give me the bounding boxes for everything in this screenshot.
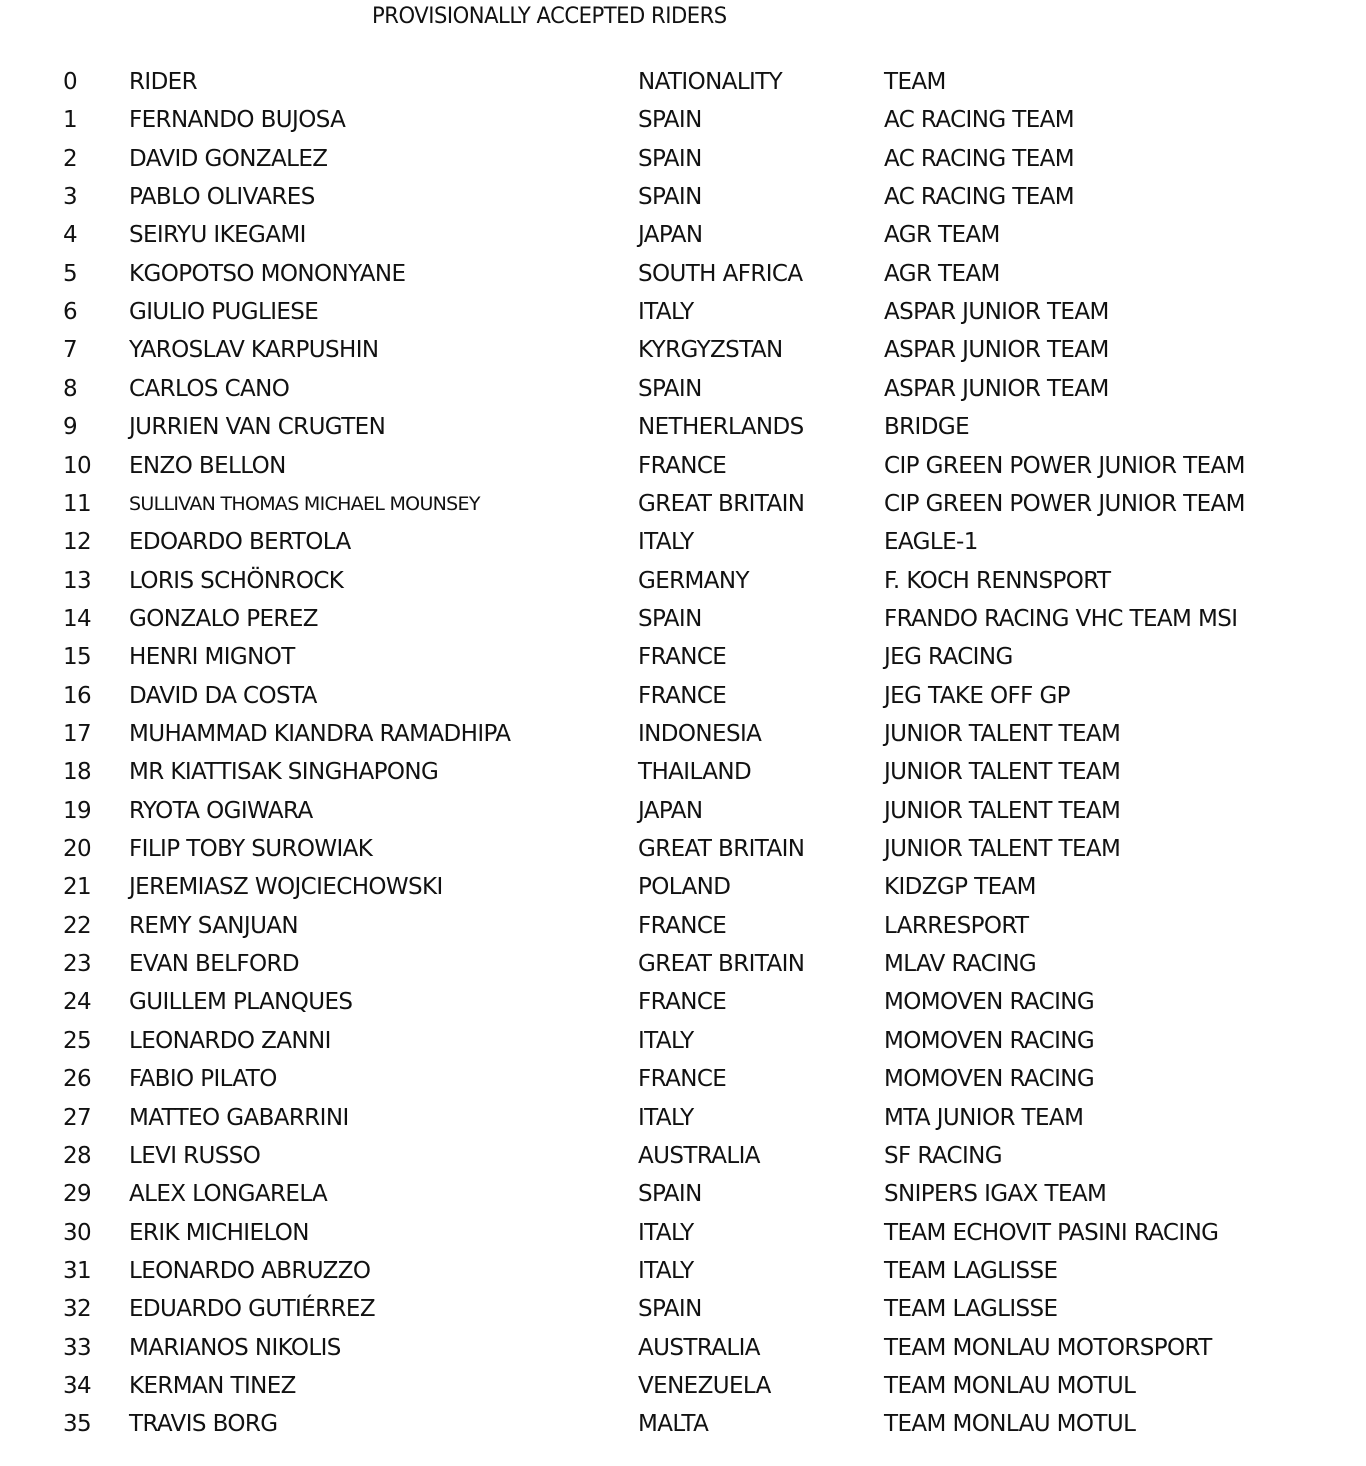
rider-nationality: AUSTRALIA [638, 1142, 760, 1169]
rider-name: EVAN BELFORD [129, 951, 299, 978]
rider-number: 30 [63, 1219, 92, 1246]
rider-name: ENZO BELLON [129, 452, 286, 479]
header-num: 0 [63, 69, 78, 95]
table-row [0, 1290, 1366, 1328]
rider-name: ERIK MICHIELON [129, 1219, 309, 1246]
rider-nationality: ITALY [638, 1104, 694, 1131]
rider-name: MR KIATTISAK SINGHAPONG [129, 759, 439, 786]
rider-name: MARIANOS NIKOLIS [129, 1334, 341, 1361]
rider-name: GONZALO PEREZ [129, 605, 318, 632]
rider-nationality: SOUTH AFRICA [638, 260, 803, 287]
table-row [0, 216, 1366, 254]
table-row [0, 447, 1366, 485]
rider-team: BRIDGE [884, 414, 970, 441]
rider-number: 13 [63, 567, 92, 594]
rider-number: 20 [63, 836, 92, 862]
table-row [0, 907, 1366, 945]
rider-name: JEREMIASZ WOJCIECHOWSKI [129, 874, 443, 901]
rider-number: 29 [63, 1181, 92, 1208]
rider-name: CARLOS CANO [129, 375, 290, 402]
rider-number: 14 [63, 605, 92, 632]
rider-team: JUNIOR TALENT TEAM [884, 836, 1121, 862]
rider-name: FABIO PILATO [129, 1066, 277, 1093]
rider-nationality: THAILAND [638, 759, 752, 786]
rider-nationality: SPAIN [638, 375, 702, 402]
rider-number: 24 [63, 989, 92, 1016]
rider-team: CIP GREEN POWER JUNIOR TEAM [884, 490, 1245, 517]
rider-name: REMY SANJUAN [129, 912, 299, 939]
rider-name: MATTEO GABARRINI [129, 1104, 349, 1131]
rider-name: RYOTA OGIWARA [129, 797, 313, 824]
rider-team: AC RACING TEAM [884, 145, 1075, 172]
rider-name: LEVI RUSSO [129, 1142, 261, 1169]
rider-number: 6 [63, 299, 78, 326]
rider-team: MOMOVEN RACING [884, 1066, 1095, 1093]
table-row [0, 1252, 1366, 1290]
rider-team: AGR TEAM [884, 222, 1000, 249]
rider-nationality: FRANCE [638, 452, 727, 479]
rider-team: TEAM MONLAU MOTORSPORT [884, 1334, 1212, 1361]
rider-name: ALEX LONGARELA [129, 1181, 328, 1208]
table-row [0, 1367, 1366, 1405]
rider-nationality: FRANCE [638, 989, 727, 1016]
rider-team: ASPAR JUNIOR TEAM [884, 375, 1109, 402]
rider-nationality: AUSTRALIA [638, 1334, 760, 1361]
rider-team: F. KOCH RENNSPORT [884, 567, 1111, 594]
rider-team: CIP GREEN POWER JUNIOR TEAM [884, 452, 1245, 479]
rider-number: 9 [63, 414, 78, 441]
rider-nationality: INDONESIA [638, 721, 762, 747]
table-row [0, 792, 1366, 830]
rider-name: DAVID GONZALEZ [129, 145, 328, 172]
rider-number: 19 [63, 797, 92, 824]
rider-number: 8 [63, 375, 78, 402]
rider-number: 26 [63, 1066, 92, 1093]
rider-name: SULLIVAN THOMAS MICHAEL MOUNSEY [129, 492, 480, 515]
rider-team: LARRESPORT [884, 912, 1029, 939]
rider-team: TEAM LAGLISSE [884, 1257, 1058, 1284]
rider-nationality: ITALY [638, 1257, 694, 1284]
rider-name: JURRIEN VAN CRUGTEN [129, 414, 386, 441]
rider-nationality: SPAIN [638, 605, 702, 632]
rider-team: SNIPERS IGAX TEAM [884, 1181, 1107, 1208]
rider-nationality: GERMANY [638, 567, 749, 594]
rider-name: HENRI MIGNOT [129, 644, 295, 671]
table-row [0, 523, 1366, 561]
table-row [0, 178, 1366, 216]
rider-number: 35 [63, 1411, 92, 1438]
table-row [0, 1405, 1366, 1443]
rider-number: 25 [63, 1027, 92, 1054]
rider-nationality: ITALY [638, 299, 694, 326]
rider-number: 22 [63, 912, 92, 939]
rider-number: 16 [63, 682, 92, 709]
rider-number: 23 [63, 951, 92, 978]
rider-nationality: POLAND [638, 874, 731, 901]
header-rider: RIDER [129, 69, 197, 95]
table-row [0, 293, 1366, 331]
rider-team: JUNIOR TALENT TEAM [884, 759, 1121, 786]
rider-name: KERMAN TINEZ [129, 1372, 296, 1399]
rider-nationality: FRANCE [638, 682, 727, 709]
rider-nationality: ITALY [638, 1219, 694, 1246]
rider-team: TEAM MONLAU MOTUL [884, 1372, 1136, 1399]
table-row [0, 255, 1366, 293]
rider-team: JEG RACING [884, 644, 1013, 671]
rider-name: SEIRYU IKEGAMI [129, 222, 306, 249]
rider-name: FILIP TOBY SUROWIAK [129, 836, 373, 862]
table-row [0, 1175, 1366, 1213]
rider-nationality: SPAIN [638, 107, 702, 134]
rider-team: ASPAR JUNIOR TEAM [884, 299, 1109, 326]
rider-number: 28 [63, 1142, 92, 1169]
rider-number: 1 [63, 107, 78, 134]
table-row [0, 485, 1366, 523]
rider-nationality: SPAIN [638, 145, 702, 172]
table-row [0, 945, 1366, 983]
rider-nationality: GREAT BRITAIN [638, 836, 805, 862]
rider-number: 11 [63, 490, 92, 517]
rider-name: GUILLEM PLANQUES [129, 989, 353, 1016]
table-row [0, 715, 1366, 753]
rider-nationality: SPAIN [638, 184, 702, 211]
rider-number: 17 [63, 721, 92, 747]
rider-nationality: VENEZUELA [638, 1372, 771, 1399]
rider-number: 3 [63, 184, 78, 211]
rider-name: TRAVIS BORG [129, 1411, 278, 1438]
rider-nationality: FRANCE [638, 1066, 727, 1093]
table-row [0, 830, 1366, 868]
rider-nationality: MALTA [638, 1411, 709, 1438]
rider-number: 31 [63, 1257, 92, 1284]
rider-name: GIULIO PUGLIESE [129, 299, 319, 326]
rider-nationality: GREAT BRITAIN [638, 951, 805, 978]
table-row [0, 868, 1366, 906]
table-row [0, 562, 1366, 600]
rider-name: LEONARDO ABRUZZO [129, 1257, 371, 1284]
rider-team: MTA JUNIOR TEAM [884, 1104, 1084, 1131]
rider-number: 7 [63, 337, 78, 364]
rider-team: TEAM LAGLISSE [884, 1296, 1058, 1323]
table-row [0, 1099, 1366, 1137]
rider-name: LORIS SCHÖNROCK [129, 567, 344, 594]
table-row [0, 1022, 1366, 1060]
header-team: TEAM [884, 69, 946, 95]
table-row [0, 1060, 1366, 1098]
rider-name: PABLO OLIVARES [129, 184, 315, 211]
rider-team: JEG TAKE OFF GP [884, 682, 1070, 709]
table-row [0, 370, 1366, 408]
table-row [0, 1214, 1366, 1252]
rider-nationality: SPAIN [638, 1296, 702, 1323]
rider-team: MOMOVEN RACING [884, 1027, 1095, 1054]
table-row [0, 983, 1366, 1021]
table-header-row [0, 63, 1366, 101]
rider-number: 4 [63, 222, 78, 249]
rider-number: 12 [63, 529, 92, 556]
rider-team: KIDZGP TEAM [884, 874, 1036, 901]
table-row [0, 753, 1366, 791]
rider-number: 33 [63, 1334, 92, 1361]
rider-name: EDUARDO GUTIÉRREZ [129, 1296, 375, 1323]
rider-team: ASPAR JUNIOR TEAM [884, 337, 1109, 364]
table-row [0, 1329, 1366, 1367]
rider-number: 15 [63, 644, 92, 671]
rider-nationality: JAPAN [638, 222, 703, 249]
header-nationality: NATIONALITY [638, 69, 783, 95]
table-row [0, 101, 1366, 139]
rider-team: JUNIOR TALENT TEAM [884, 721, 1121, 747]
rider-number: 5 [63, 260, 78, 287]
table-row [0, 600, 1366, 638]
page-title: PROVISIONALLY ACCEPTED RIDERS [372, 4, 727, 29]
rider-name: DAVID DA COSTA [129, 682, 317, 709]
rider-name: EDOARDO BERTOLA [129, 529, 351, 556]
rider-name: KGOPOTSO MONONYANE [129, 260, 406, 287]
rider-name: FERNANDO BUJOSA [129, 107, 346, 134]
rider-team: AC RACING TEAM [884, 184, 1075, 211]
table-row [0, 677, 1366, 715]
rider-nationality: ITALY [638, 529, 694, 556]
rider-nationality: GREAT BRITAIN [638, 490, 805, 517]
rider-nationality: SPAIN [638, 1181, 702, 1208]
rider-team: TEAM MONLAU MOTUL [884, 1411, 1136, 1438]
rider-team: AC RACING TEAM [884, 107, 1075, 134]
rider-number: 2 [63, 145, 78, 172]
rider-team: JUNIOR TALENT TEAM [884, 797, 1121, 824]
table-row [0, 1137, 1366, 1175]
rider-team: SF RACING [884, 1142, 1002, 1169]
rider-number: 21 [63, 874, 92, 901]
rider-nationality: FRANCE [638, 912, 727, 939]
rider-team: EAGLE-1 [884, 529, 978, 556]
rider-number: 34 [63, 1372, 92, 1399]
rider-number: 32 [63, 1296, 92, 1323]
rider-team: FRANDO RACING VHC TEAM MSI [884, 605, 1238, 632]
rider-number: 18 [63, 759, 92, 786]
rider-number: 10 [63, 452, 92, 479]
rider-nationality: KYRGYZSTAN [638, 337, 783, 364]
rider-number: 27 [63, 1104, 92, 1131]
table-row [0, 140, 1366, 178]
rider-nationality: ITALY [638, 1027, 694, 1054]
rider-name: LEONARDO ZANNI [129, 1027, 331, 1054]
rider-name: YAROSLAV KARPUSHIN [129, 337, 379, 364]
rider-team: MOMOVEN RACING [884, 989, 1095, 1016]
rider-team: MLAV RACING [884, 951, 1037, 978]
rider-name: MUHAMMAD KIANDRA RAMADHIPA [129, 721, 511, 747]
rider-team: TEAM ECHOVIT PASINI RACING [884, 1219, 1219, 1246]
table-row [0, 408, 1366, 446]
table-row [0, 638, 1366, 676]
rider-nationality: NETHERLANDS [638, 414, 804, 441]
rider-nationality: FRANCE [638, 644, 727, 671]
rider-team: AGR TEAM [884, 260, 1000, 287]
rider-nationality: JAPAN [638, 797, 703, 824]
table-row [0, 331, 1366, 369]
